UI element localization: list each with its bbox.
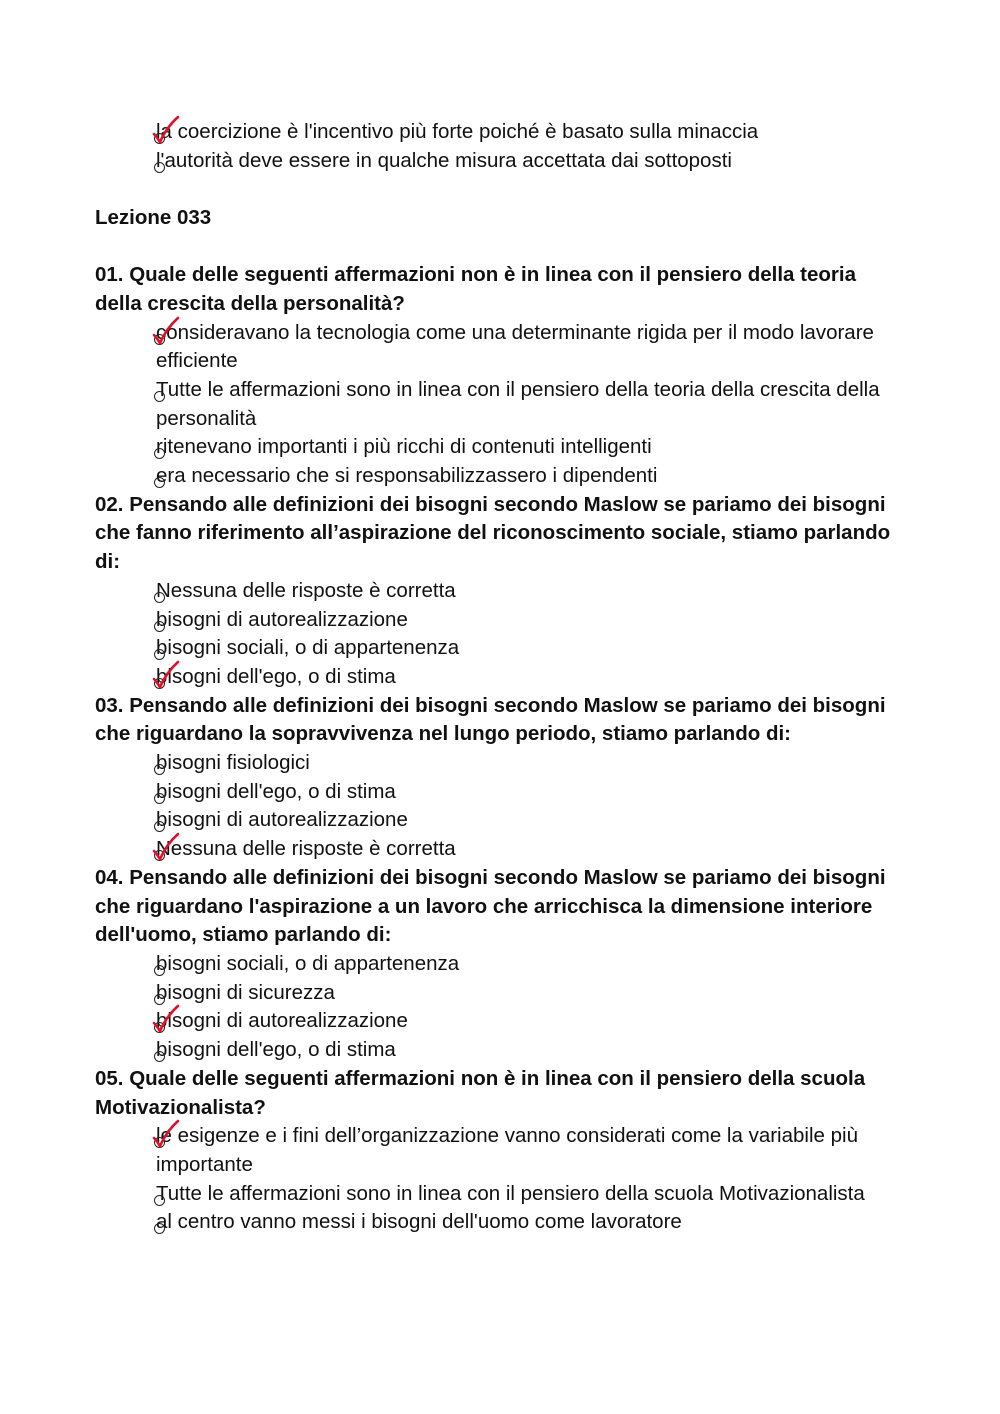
bullet-circle-icon	[154, 764, 165, 775]
top-option-list	[95, 118, 895, 175]
question-text: 04. Pensando alle definizioni dei bisogni secondo Maslow se pariamo dei bisogni che riguardano l'aspirazione a un lavoro che arricchisca la dimensione interiore dell'uomo, stiamo parlando di:	[95, 865, 886, 947]
bullet-circle-icon	[154, 994, 165, 1005]
unchecked-marker	[122, 462, 152, 491]
unchecked-marker	[122, 606, 152, 635]
answer-option: al centro vanno messi i bisogni dell'uomo come lavoratore	[95, 1208, 895, 1237]
answer-option: Nessuna delle risposte è corretta	[95, 835, 895, 864]
red-checkmark-icon	[152, 660, 180, 690]
checked-marker	[122, 118, 152, 147]
unchecked-marker	[122, 950, 152, 979]
unchecked-marker	[122, 433, 152, 462]
bullet-circle-icon	[154, 965, 165, 976]
unchecked-marker	[122, 634, 152, 663]
answer-option: l'autorità deve essere in qualche misura accettata dai sottoposti	[95, 147, 895, 176]
red-checkmark-icon	[152, 115, 180, 145]
quiz-content	[95, 118, 895, 1237]
answer-option: era necessario che si responsabilizzassero i dipendenti	[95, 462, 895, 491]
answer-option: Tutte le affermazioni sono in linea con il pensiero della teoria della crescita della personalità	[95, 376, 895, 433]
red-checkmark-icon	[152, 1119, 180, 1149]
unchecked-marker	[122, 749, 152, 778]
question-text: 02. Pensando alle definizioni dei bisogni secondo Maslow se pariamo dei bisogni che fanno riferimento all’aspirazione del riconoscimento sociale, stiamo parlando di:	[95, 492, 891, 574]
answer-option: bisogni dell'ego, o di stima	[95, 1036, 895, 1065]
answer-option: bisogni di autorealizzazione	[95, 1007, 895, 1036]
red-checkmark-icon	[152, 832, 180, 862]
unchecked-marker	[122, 376, 152, 405]
answer-option: bisogni dell'ego, o di stima	[95, 778, 895, 807]
red-checkmark-icon	[152, 1004, 180, 1034]
unchecked-marker	[122, 147, 152, 176]
answer-option: bisogni di autorealizzazione	[95, 806, 895, 835]
unchecked-marker	[122, 1208, 152, 1237]
answer-option: Tutte le affermazioni sono in linea con il pensiero della scuola Motivazionalista	[95, 1180, 895, 1209]
answer-option: bisogni di autorealizzazione	[95, 606, 895, 635]
answer-option: le esigenze e i fini dell’organizzazione vanno considerati come la variabile più importante	[95, 1122, 895, 1179]
question-block	[95, 692, 895, 864]
answer-option: bisogni sociali, o di appartenenza	[95, 634, 895, 663]
bullet-circle-icon	[154, 477, 165, 488]
bullet-circle-icon	[154, 592, 165, 603]
bullet-circle-icon	[154, 1195, 165, 1206]
answer-option: bisogni dell'ego, o di stima	[95, 663, 895, 692]
answer-option: bisogni fisiologici	[95, 749, 895, 778]
checked-marker	[122, 319, 152, 348]
checked-marker	[122, 835, 152, 864]
unchecked-marker	[122, 806, 152, 835]
answer-option: ritenevano importanti i più ricchi di contenuti intelligenti	[95, 433, 895, 462]
question-block	[95, 864, 895, 1065]
bullet-circle-icon	[154, 391, 165, 402]
question-block	[95, 261, 895, 491]
question-text: 01. Quale delle seguenti affermazioni non è in linea con il pensiero della teoria della crescita della personalità?	[95, 263, 856, 315]
checked-marker	[122, 663, 152, 692]
answer-option: bisogni sociali, o di appartenenza	[95, 950, 895, 979]
unchecked-marker	[122, 979, 152, 1008]
checked-marker	[122, 1007, 152, 1036]
red-checkmark-icon	[152, 316, 180, 346]
answer-option: la coercizione è l'incentivo più forte poiché è basato sulla minaccia	[95, 118, 895, 147]
question-text: 05. Quale delle seguenti affermazioni non è in linea con il pensiero della scuola Motivazionalista?	[95, 1066, 866, 1119]
unchecked-marker	[122, 1036, 152, 1065]
answer-option: consideravano la tecnologia come una determinante rigida per il modo lavorare efficiente	[95, 319, 895, 376]
question-block	[95, 1065, 895, 1237]
question-block	[95, 491, 895, 692]
answer-option: Nessuna delle risposte è corretta	[95, 577, 895, 606]
lesson-title: Lezione 033	[95, 206, 212, 230]
answer-option: bisogni di sicurezza	[95, 979, 895, 1008]
question-text: 03. Pensando alle definizioni dei bisogni secondo Maslow se pariamo dei bisogni che riguardano la sopravvivenza nel lungo periodo, stiamo parlando di:	[95, 693, 886, 746]
unchecked-marker	[122, 577, 152, 606]
unchecked-marker	[122, 1180, 152, 1209]
unchecked-marker	[122, 778, 152, 807]
checked-marker	[122, 1122, 152, 1151]
bullet-circle-icon	[154, 793, 165, 804]
bullet-circle-icon	[154, 621, 165, 632]
bullet-circle-icon	[154, 162, 165, 173]
